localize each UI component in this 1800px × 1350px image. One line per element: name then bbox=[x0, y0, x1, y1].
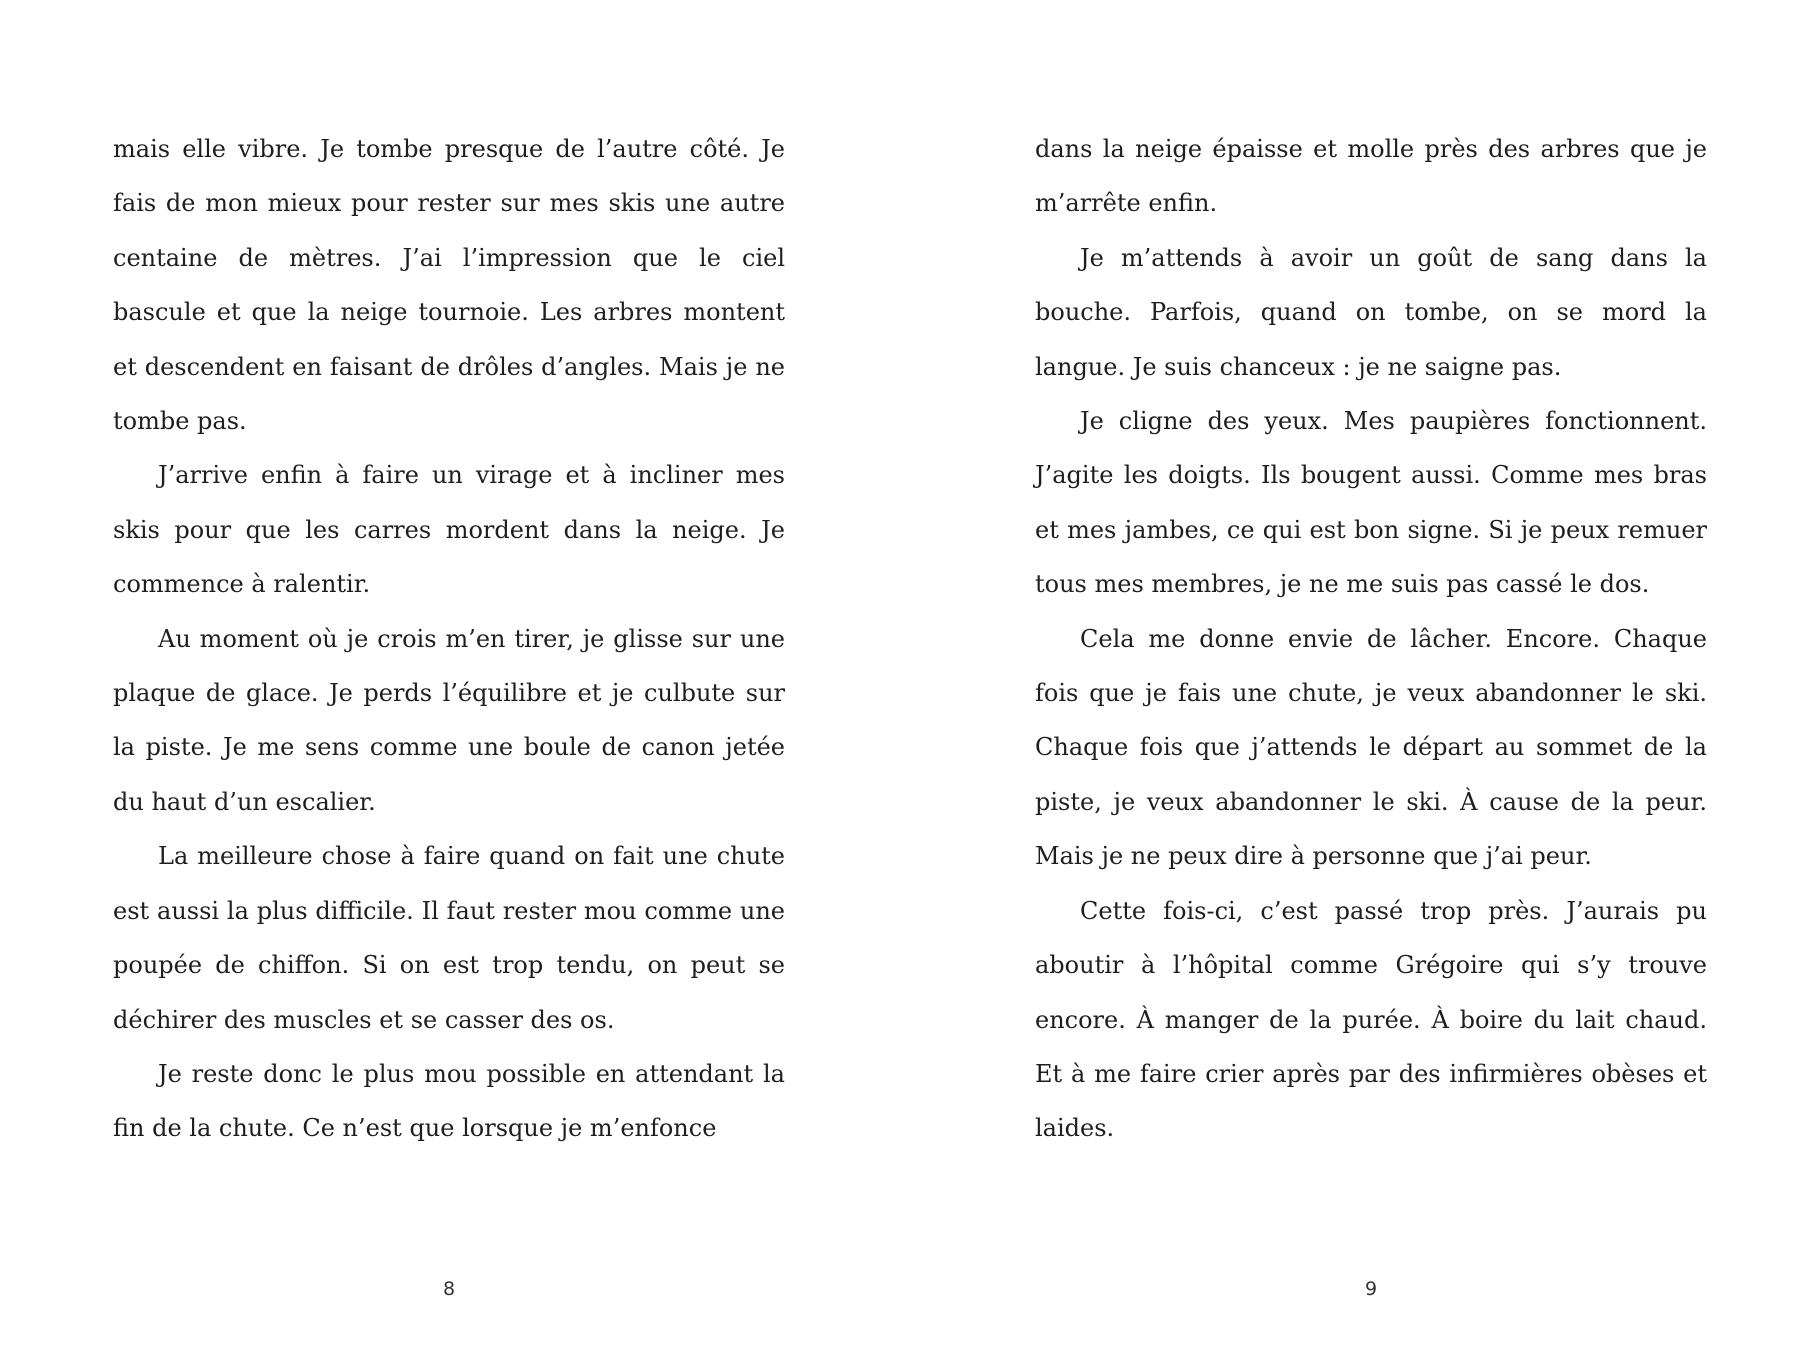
paragraph: mais elle vibre. Je tombe presque de l’autre côté. Je fais de mon mieux pour rester sur mes skis une autre centaine de mètres. J’ai l’impression que le ciel bascule et que la neige tournoie. Les arbres montent et descendent en faisant de drôles d’angles. Mais je ne tombe pas. bbox=[113, 135, 785, 436]
page-number: 9 bbox=[1364, 1278, 1378, 1300]
right-page bbox=[900, 0, 1800, 1350]
paragraph: Je reste donc le plus mou possible en attendant la fin de la chute. Ce n’est que lorsque je m’enfonce bbox=[113, 1059, 785, 1143]
paragraph: La meilleure chose à faire quand on fait une chute est aussi la plus difficile. Il faut rester mou comme une poupée de chiffon. Si on est trop tendu, on peut se déchirer des muscles et se casser des os. bbox=[113, 842, 785, 1034]
paragraph: Au moment où je crois m’en tirer, je glisse sur une plaque de glace. Je perds l’équilibre et je culbute sur la piste. Je me sens comme une boule de canon jetée du haut d’un escalier. bbox=[113, 624, 785, 816]
left-page-text bbox=[113, 122, 785, 1156]
paragraph: Je cligne des yeux. Mes paupières fonctionnent. J’agite les doigts. Ils bougent aussi. Comme mes bras et mes jambes, ce qui est bon signe. Si je peux remuer tous mes membres, je ne me suis pas cassé le dos. bbox=[1035, 407, 1707, 599]
paragraph: J’arrive enfin à faire un virage et à incliner mes skis pour que les carres mordent dans la neige. Je commence à ralentir. bbox=[113, 461, 785, 599]
paragraph: Cette fois-ci, c’est passé trop près. J’aurais pu aboutir à l’hôpital comme Grégoire qui s’y trouve encore. À manger de la purée. À boire du lait chaud. Et à me faire crier après par des infirmières obèses et laides. bbox=[1035, 896, 1707, 1143]
paragraph: dans la neige épaisse et molle près des arbres que je m’arrête enfin. bbox=[1035, 135, 1707, 218]
right-page-text bbox=[1035, 122, 1707, 1156]
paragraph: Je m’attends à avoir un goût de sang dans la bouche. Parfois, quand on tombe, on se mord la langue. Je suis chanceux : je ne saigne pas. bbox=[1035, 243, 1707, 381]
page-number: 8 bbox=[442, 1278, 456, 1300]
paragraph: Cela me donne envie de lâcher. Encore. Chaque fois que je fais une chute, je veux abandonner le ski. Chaque fois que j’attends le départ au sommet de la piste, je veux abandonner le ski. À cause de la peur. Mais je ne peux dire à personne que j’ai peur. bbox=[1035, 624, 1707, 871]
